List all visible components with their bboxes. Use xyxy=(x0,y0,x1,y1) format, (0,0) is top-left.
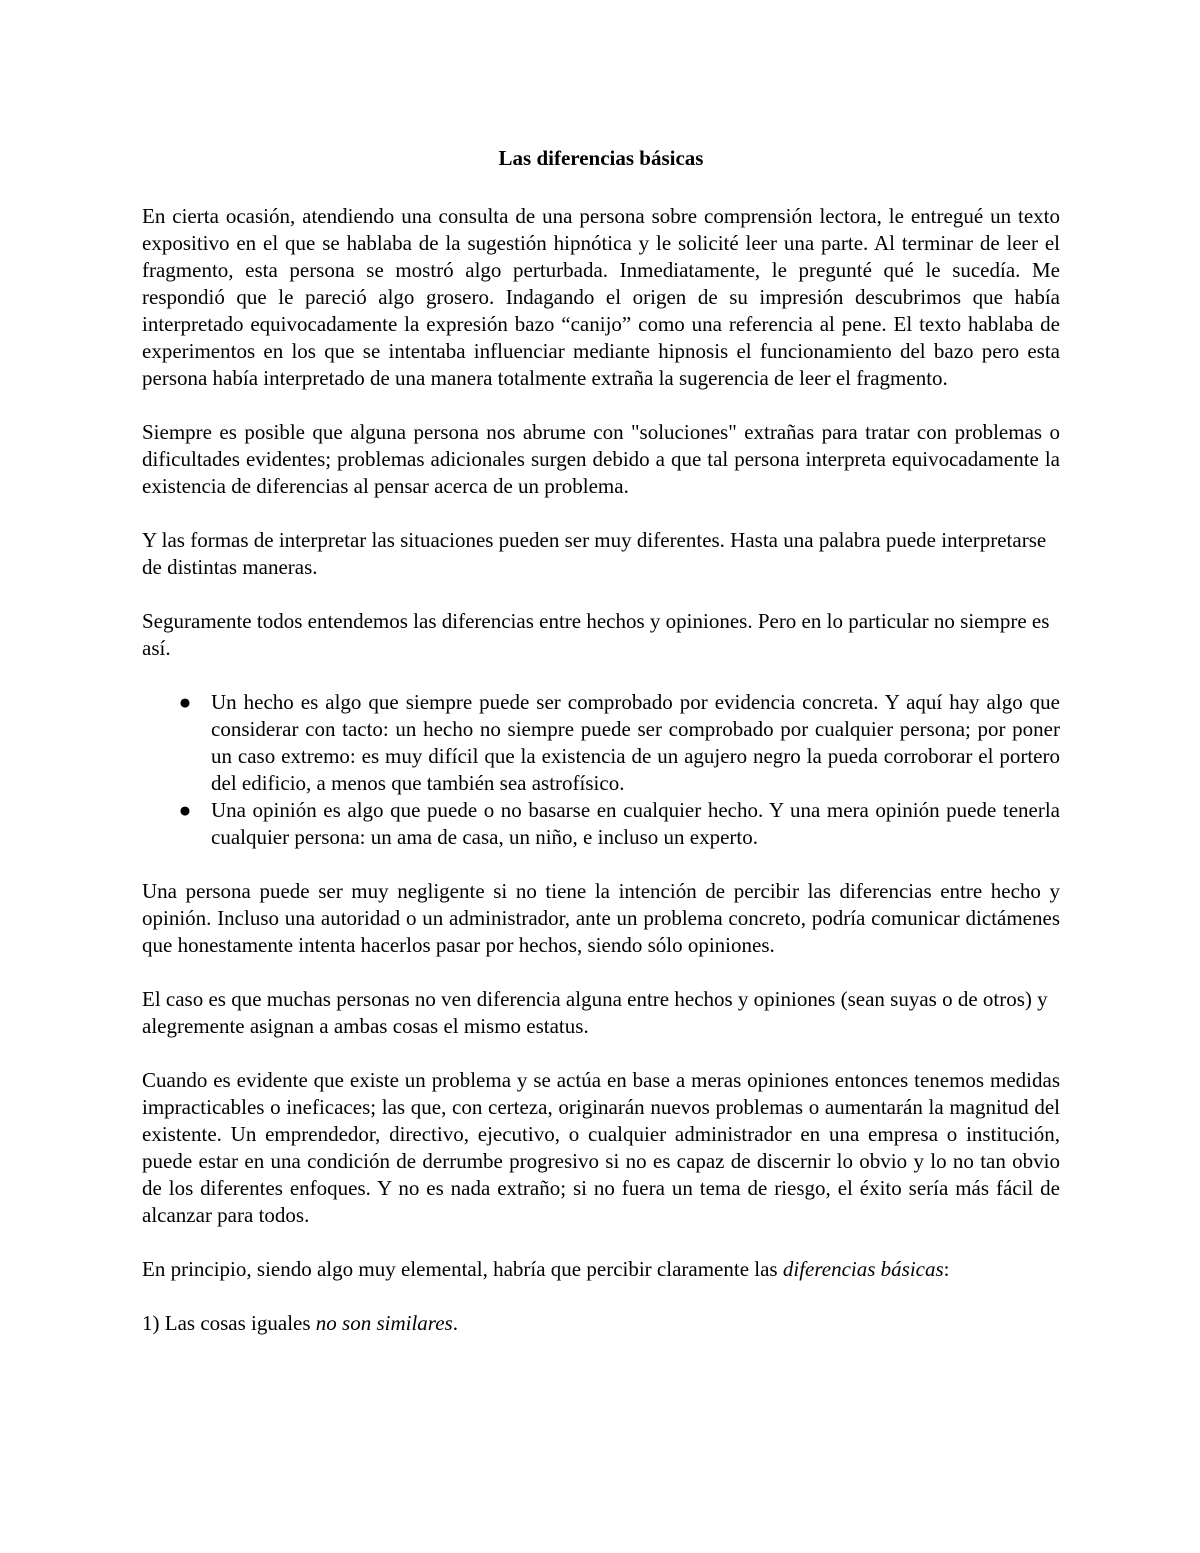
principle-emphasis: diferencias básicas xyxy=(782,1257,944,1281)
list-item xyxy=(178,797,1060,851)
list-item xyxy=(178,689,1060,797)
document-title: Las diferencias básicas xyxy=(498,146,704,170)
bullet-list xyxy=(142,689,1060,851)
bullet-icon: ● xyxy=(178,798,192,822)
document-page xyxy=(142,140,1060,1364)
list-item-text: Un hecho es algo que siempre puede ser comprobado por evidencia concreta. Y aquí hay algo que considerar con tacto: un hecho no siempre puede ser comprobado por cualquier persona; por poner un caso extremo: es muy difícil que la existencia de un agujero negro la pueda corroborar el portero del edificio, a menos que también sea astrofísico. xyxy=(211,690,1060,795)
paragraph-2: Siempre es posible que alguna persona nos abrume con "soluciones" extrañas para tratar con problemas o dificultades evidentes; problemas adicionales surgen debido a que tal persona interpreta equivocadamente la existencia de diferencias al pensar acerca de un problema. xyxy=(142,420,1060,498)
list-item-text: Una opinión es algo que puede o no basarse en cualquier hecho. Y una mera opinión puede tenerla cualquier persona: un ama de casa, un niño, e incluso un experto. xyxy=(211,798,1060,849)
point-1 xyxy=(142,1310,1060,1337)
point-1-text: 1) Las cosas iguales xyxy=(142,1311,316,1335)
paragraph-3: Y las formas de interpretar las situaciones pueden ser muy diferentes. Hasta una palabra puede interpretarse de distintas maneras. xyxy=(142,528,1047,579)
principle-end: : xyxy=(943,1257,950,1281)
paragraph-7: Cuando es evidente que existe un problema y se actúa en base a meras opiniones entonces tenemos medidas impracticables o ineficaces; las que, con certeza, originarán nuevos problemas o aumentarán la magnitud del existente. Un emprendedor, directivo, ejecutivo, o cualquier administrador en una empresa o institución, puede estar en una condición de derrumbe progresivo si no es capaz de discernir lo obvio y lo no tan obvio de los diferentes enfoques. Y no es nada extraño; si no fuera un tema de riesgo, el éxito sería más fácil de alcanzar para todos. xyxy=(142,1068,1060,1227)
point-1-emphasis: no son similares xyxy=(315,1311,453,1335)
paragraph-5: Una persona puede ser muy negligente si no tiene la intención de percibir las diferencias entre hecho y opinión. Incluso una autoridad o un administrador, ante un problema concreto, podría comunicar dictámenes que honestamente intenta hacerlos pasar por hechos, siendo sólo opiniones. xyxy=(142,879,1060,957)
paragraph-1: En cierta ocasión, atendiendo una consulta de una persona sobre comprensión lectora, le entregué un texto expositivo en el que se hablaba de la sugestión hipnótica y le solicité leer una parte. Al terminar de leer el fragmento, esta persona se mostró algo perturbada. Inmediatamente, le pregunté qué le sucedía. Me respondió que le pareció algo grosero. Indagando el origen de su impresión descubrimos que había interpretado equivocadamente la expresión bazo “canijo” como una referencia al pene. El texto hablaba de experimentos en los que se intentaba influenciar mediante hipnosis el funcionamiento del bazo pero esta persona había interpretado de una manera totalmente extraña la sugerencia de leer el fragmento. xyxy=(142,204,1060,390)
paragraph-principle xyxy=(142,1256,1060,1283)
point-1-end: . xyxy=(452,1311,458,1335)
paragraph-6: El caso es que muchas personas no ven diferencia alguna entre hechos y opiniones (sean suyas o de otros) y alegremente asignan a ambas cosas el mismo estatus. xyxy=(142,987,1048,1038)
paragraph-4: Seguramente todos entendemos las diferencias entre hechos y opiniones. Pero en lo particular no siempre es así. xyxy=(142,609,1050,660)
bullet-icon: ● xyxy=(178,690,192,714)
principle-text: En principio, siendo algo muy elemental, habría que percibir claramente las xyxy=(142,1257,783,1281)
